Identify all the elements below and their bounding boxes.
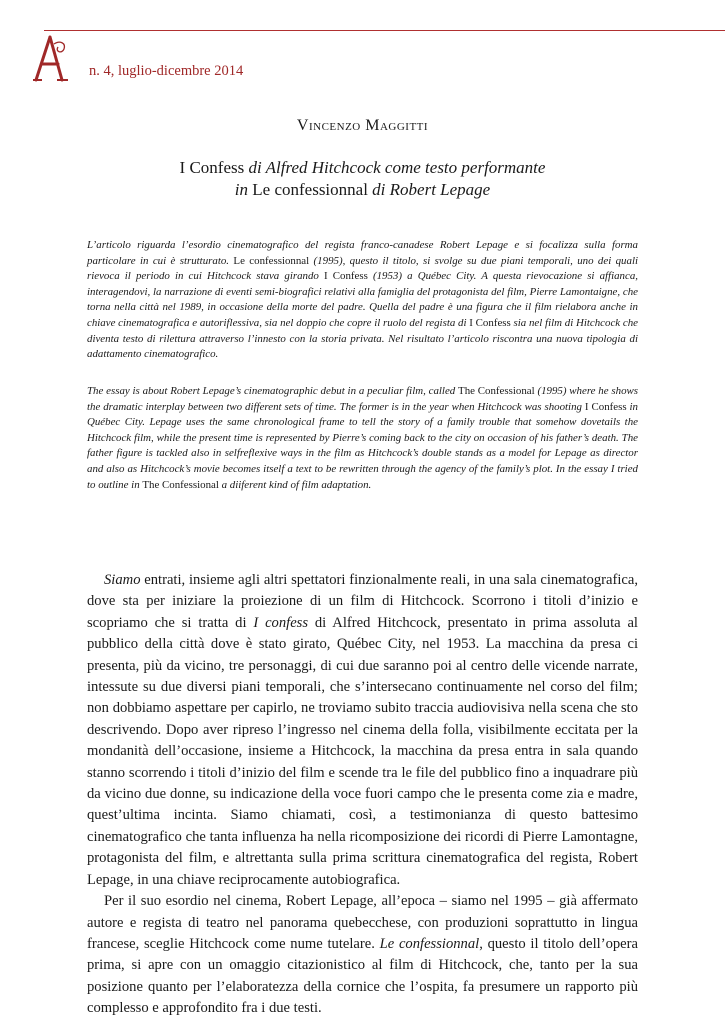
body-paragraph bbox=[87, 570, 638, 891]
text-run: I Confess bbox=[179, 158, 245, 177]
author-name: Vincenzo Maggitti bbox=[296, 117, 429, 134]
body-paragraph bbox=[87, 891, 638, 1019]
italic-text-run: L’articolo riguarda l’esordio cinematografico del regista franco-canadese Robert Lepage e si focalizza sulla forma particolare in cui è strutturato. bbox=[87, 239, 638, 267]
italic-text-run: sia nel film di Hitchcock che diventa testo di rilettura attraverso l’innesto con la storia privata. Nel risultato l’articolo riscontra una nuova tipologia di adattamento cinematografico. bbox=[87, 316, 638, 361]
title-line-2 bbox=[0, 179, 725, 201]
abstract-english bbox=[87, 384, 638, 493]
italic-text-run: I confess bbox=[253, 614, 309, 631]
italic-text-run: di Alfred Hitchcock come testo performante bbox=[244, 158, 546, 177]
text-run: Le confessionnal bbox=[252, 180, 368, 199]
italic-text-run: a diiferent kind of film adaptation. bbox=[218, 478, 372, 491]
text-run: di Alfred Hitchcock, presentato in prima assoluta al pubblico della città dove è stato girato, Québec City, nel 1953. La macchina da presa ci presenta, più da vicino, tre personaggi, di cui due saranno poi al centro delle vicende narrate, intessute su due diversi piani temporali, che s’intersecano continuamente nel corso del film; non dobbiamo aspettare per capirlo, ne troviamo subito traccia audiovisiva nella scena che sto descrivendo. Dopo aver ripreso l’ingresso nel cinema della folla, visibilmente eccitata per la mondanità dell’occasione, insieme a Hitchcock, la macchina da presa entra in sala quando stanno scorrendo i titoli d’inizio del film e scende tra le file del pubblico fino a inquadrare più da vicino due donne, su indicazione della voce fuori campo che le presenta come zia e madre, quest’ultima incinta. Siamo chiamati, così, a testimonianza di questo battesimo cinematografico che tanta influenza ha nella ricomposizione dei ricordi di Pierre Lamontagne, protagonista del film, e altrettanta sulla prima scrittura cinematografica del regista, Robert Lepage, in una chiave reciprocamente autobiografica. bbox=[87, 614, 638, 888]
text-run: The Confessional bbox=[142, 478, 219, 491]
text-run: I Confess bbox=[469, 316, 511, 329]
italic-text-run: in bbox=[234, 180, 253, 199]
italic-text-run: Siamo bbox=[104, 572, 141, 588]
text-run: Le confessionnal bbox=[233, 254, 310, 267]
text-run: , questo il titolo dell’opera prima, si apre con un omaggio citazionistico al film di Hitchcock, che, tanto per la sua posizione quanto per l’elaboratezza della cornice che l’ospita, fa presumere un rapporto più complesso e approfondito fra i due testi. bbox=[87, 935, 638, 1017]
text-run: I Confess bbox=[324, 270, 368, 283]
text-run: The Confessional bbox=[458, 385, 535, 397]
issue-info: n. 4, luglio-dicembre 2014 bbox=[89, 63, 244, 79]
text-run: Per il suo esordio nel cinema, Robert Lepage, all’epoca – siamo nel 1995 – già affermato autore e regista di teatro nel panorama quebecchese, con produzioni soprattutto in lingua francese, sceglie Hitchcock come nume tutelare. bbox=[87, 893, 638, 952]
header-rule bbox=[44, 30, 725, 31]
title-line-1 bbox=[0, 157, 725, 179]
italic-text-run: di Robert Lepage bbox=[367, 180, 491, 199]
abstract-italian bbox=[87, 238, 638, 363]
italic-text-run: in Québec City. Lepage uses the same chronological frame to tell the story of a family trouble that somehow dovetails the Hitchcock film, while the present time is represented by Pierre’s coming back to the city on occasion of his father’s death. The father figure is tackled also in selfreflexive ways in the film as Hitchcock’s double stands as a model for Lepage as director and also as Hitchcock’s movie becomes itself a text to be rewritten through the agency of the family’s plot. In the essay I tried to outline in bbox=[87, 400, 638, 491]
stylized-letter-a-logo bbox=[28, 34, 74, 84]
italic-text-run: (1995), questo il titolo, si svolge su due piani temporali, uno dei quali rievoca il periodo in cui Hitchcock stava girando bbox=[87, 254, 638, 283]
italic-text-run: (1953) a Québec City. A questa rievocazione si affianca, interagendovi, la narrazione di eventi semi-biografici relativi alla famiglia del protagonista del film, Pierre Lamontaigne, che torna nella città nel 1989, in occasione della morte del padre. Quella del padre è una figura che il film rielabora anche in chiave cinematografica e autoriflessiva, sia nel doppio che copre il ruolo del regista di bbox=[87, 270, 638, 329]
article-body bbox=[87, 570, 638, 1020]
italic-text-run: Le confessionnal bbox=[379, 935, 480, 952]
italic-text-run: (1995) where he shows the dramatic interplay between two different sets of time. The former is in the year when Hitchcock was shooting bbox=[87, 385, 639, 413]
italic-text-run: The essay is about Robert Lepage’s cinematographic debut in a peculiar film, called bbox=[87, 385, 459, 397]
article-title bbox=[0, 157, 725, 201]
text-run: I Confess bbox=[584, 400, 627, 413]
text-run: entrati, insieme agli altri spettatori finzionalmente reali, in una sala cinematografica, dove sta per iniziare la proiezione di un film di Hitchcock. Scorrono i titoli d’inizio e scopriamo che si tratta di bbox=[87, 572, 638, 631]
